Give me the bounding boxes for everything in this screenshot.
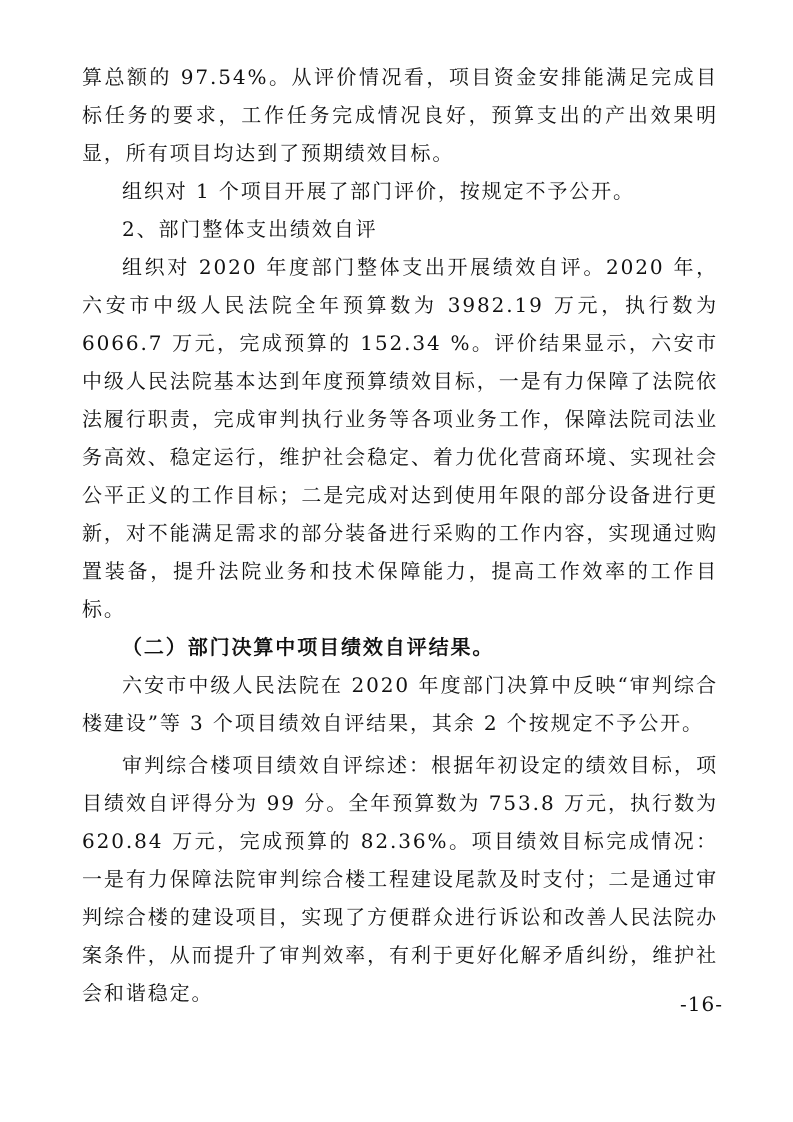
- section-heading-project-results: （二）部门决算中项目绩效自评结果。: [122, 635, 495, 659]
- section-heading-overall-self-evaluation: 2、部门整体支出绩效自评: [122, 217, 378, 241]
- paragraph-project-results-summary: 六安市中级人民法院在 2020 年度部门决算中反映“审判综合楼建设”等 3 个项目绩效自评结果，其余 2 个按规定不予公开。: [82, 673, 718, 735]
- paragraph-trial-building-evaluation: 审判综合楼项目绩效自评综述：根据年初设定的绩效目标，项目绩效自评得分为 99 分。全年预算数为 753.8 万元，执行数为 620.84 万元，完成预算的 82.36%。项目绩效目标完成情况：一是有力保障法院审判综合楼工程建设尾款及时支付；二是通过审判综合楼的建设项目，实现了方便群众进行诉讼和改善人民法院办案条件，从而提升了审判效率，有利于更好化解矛盾纠纷，维护社会和谐稳定。: [82, 753, 718, 1005]
- document-body: [82, 58, 718, 1012]
- paragraph-overall-self-evaluation: 组织对 2020 年度部门整体支出开展绩效自评。2020 年，六安市中级人民法院全年预算数为 3982.19 万元，执行数为 6066.7 万元，完成预算的 152.34 %。评价结果显示，六安市中级人民法院基本达到年度预算绩效目标，一是有力保障了法院依法履行职责，完成审判执行业务等各项业务工作，保障法院司法业务高效、稳定运行，维护社会稳定、着力优化营商环境、实现社会公平正义的工作目标；二是完成对达到使用年限的部分设备进行更新，对不能满足需求的部分装备进行采购的工作内容，实现通过购置装备，提升法院业务和技术保障能力，提高工作效率的工作目标。: [82, 255, 718, 621]
- page-number: -16-: [680, 992, 723, 1016]
- paragraph-department-evaluation: 组织对 1 个项目开展了部门评价，按规定不予公开。: [122, 179, 635, 203]
- paragraph-continuation: 算总额的 97.54%。从评价情况看，项目资金安排能满足完成目标任务的要求，工作任务完成情况良好，预算支出的产出效果明显，所有项目均达到了预期绩效目标。: [82, 65, 718, 165]
